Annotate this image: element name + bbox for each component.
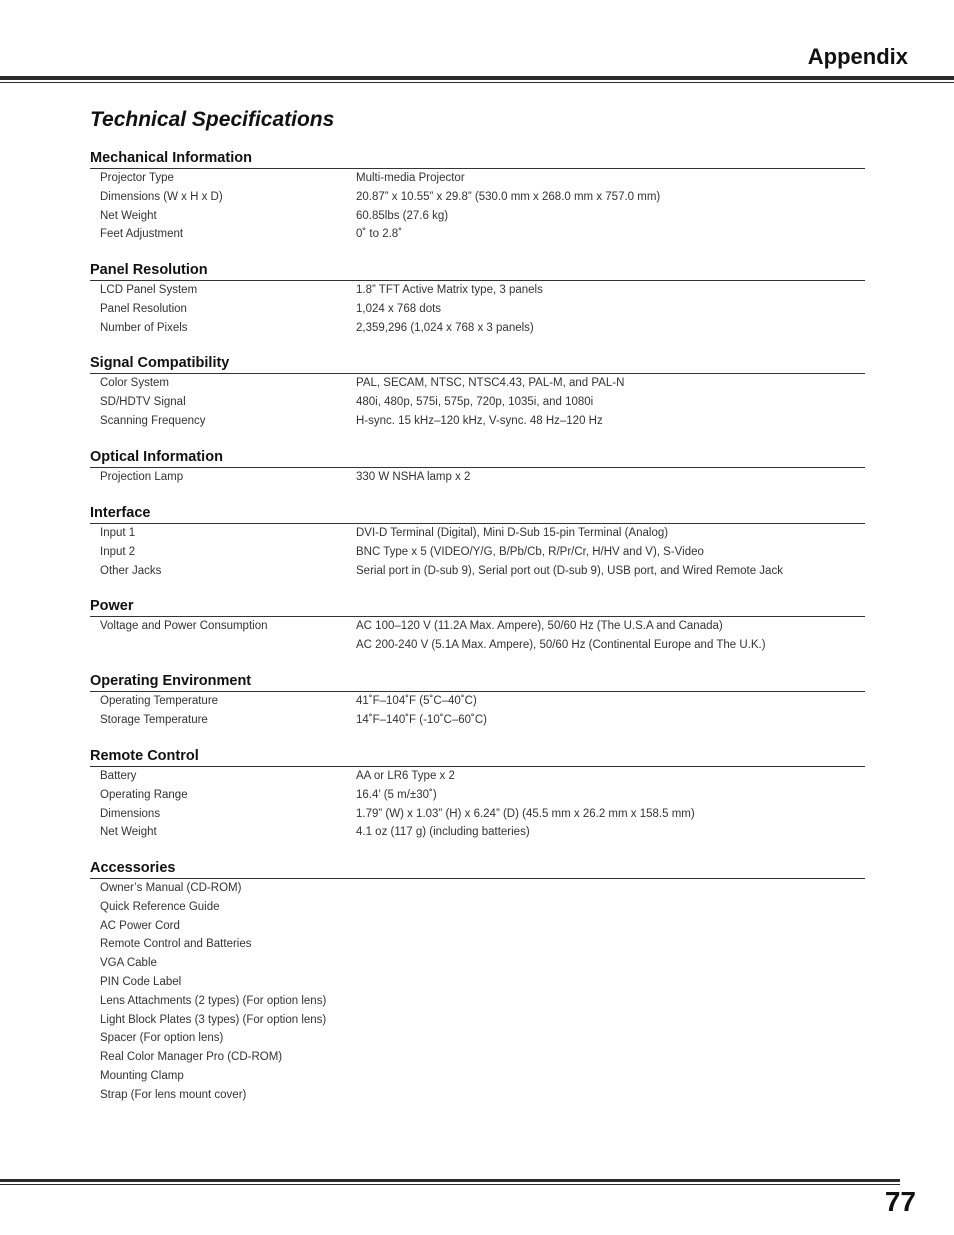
spec-row xyxy=(90,879,865,898)
spec-row xyxy=(90,992,865,1011)
spec-label: Voltage and Power Consumption xyxy=(100,620,268,632)
spec-value: 2,359,296 (1,024 x 768 x 3 panels) xyxy=(356,321,534,334)
spec-row xyxy=(90,468,865,487)
spec-value: 16.4’ (5 m/±30˚) xyxy=(356,788,437,801)
spec-label: Projector Type xyxy=(100,172,174,184)
section-title: Panel Resolution xyxy=(90,260,865,281)
spec-label: Input 1 xyxy=(100,527,136,539)
spec-label: SD/HDTV Signal xyxy=(100,395,186,408)
spec-row xyxy=(90,281,865,300)
spec-row xyxy=(90,524,865,543)
spec-section xyxy=(90,671,865,730)
spec-row xyxy=(90,917,865,936)
spec-value: 20.87” x 10.55” x 29.8” (530.0 mm x 268.0 mm x 757.0 mm) xyxy=(356,190,661,203)
spec-label: Mounting Clamp xyxy=(100,1069,184,1082)
footer-rule-thick xyxy=(0,1179,900,1182)
spec-row xyxy=(90,543,865,562)
spec-value: 1,024 x 768 dots xyxy=(356,302,442,315)
section-title: Operating Environment xyxy=(90,671,865,692)
spec-label: Net Weight xyxy=(100,826,157,839)
spec-section xyxy=(90,148,865,244)
spec-value: 1.8” TFT Active Matrix type, 3 panels xyxy=(356,284,543,296)
spec-value: 60.85lbs (27.6 kg) xyxy=(356,209,449,222)
spec-label: Remote Control and Batteries xyxy=(100,938,252,951)
spec-row xyxy=(90,562,865,581)
spec-value: AC 100–120 V (11.2A Max. Ampere), 50/60 Hz (The U.S.A and Canada) xyxy=(356,620,723,632)
spec-label: Operating Range xyxy=(100,788,188,801)
spec-section xyxy=(90,858,865,1105)
spec-section xyxy=(90,596,865,655)
spec-label: Owner’s Manual (CD-ROM) xyxy=(100,882,242,894)
spec-label: Number of Pixels xyxy=(100,321,188,334)
spec-label: Other Jacks xyxy=(100,564,162,577)
spec-row xyxy=(90,1086,865,1105)
spec-label: LCD Panel System xyxy=(100,284,198,296)
spec-label: Lens Attachments (2 types) (For option lens) xyxy=(100,994,327,1007)
spec-row xyxy=(90,319,865,338)
header-rule-thick xyxy=(0,76,954,80)
spec-row xyxy=(90,412,865,431)
spec-row xyxy=(90,374,865,393)
spec-label: Storage Temperature xyxy=(100,713,208,726)
spec-row xyxy=(90,393,865,412)
spec-label: VGA Cable xyxy=(100,957,157,970)
spec-label: Panel Resolution xyxy=(100,302,187,315)
section-title: Accessories xyxy=(90,858,865,879)
spec-row xyxy=(90,692,865,711)
header-rule-thin xyxy=(0,82,954,83)
spec-row xyxy=(90,786,865,805)
page-title: Technical Specifications xyxy=(90,108,335,131)
spec-label: Quick Reference Guide xyxy=(100,900,220,913)
spec-value: AC 200-240 V (5.1A Max. Ampere), 50/60 Hz (Continental Europe and The U.K.) xyxy=(356,638,766,651)
footer-rule-thin xyxy=(0,1184,900,1185)
spec-value: PAL, SECAM, NTSC, NTSC4.43, PAL-M, and PAL-N xyxy=(356,377,625,389)
spec-row xyxy=(90,225,865,244)
spec-row xyxy=(90,207,865,226)
spec-value: AA or LR6 Type x 2 xyxy=(356,770,455,782)
spec-value: 0˚ to 2.8˚ xyxy=(356,228,403,241)
spec-row xyxy=(90,617,865,636)
spec-row xyxy=(90,1011,865,1030)
spec-row xyxy=(90,1067,865,1086)
spec-row xyxy=(90,954,865,973)
spec-label: Light Block Plates (3 types) (For option lens) xyxy=(100,1013,327,1026)
spec-value: H-sync. 15 kHz–120 kHz, V-sync. 48 Hz–120 Hz xyxy=(356,414,603,427)
spec-value: DVI-D Terminal (Digital), Mini D-Sub 15-pin Terminal (Analog) xyxy=(356,527,669,539)
spec-section xyxy=(90,447,865,487)
spec-label: PIN Code Label xyxy=(100,975,182,988)
section-title: Power xyxy=(90,596,865,617)
spec-row xyxy=(90,973,865,992)
spec-label: Scanning Frequency xyxy=(100,414,206,427)
spec-section xyxy=(90,260,865,337)
spec-value: 14˚F–140˚F (-10˚C–60˚C) xyxy=(356,713,488,726)
spec-label: AC Power Cord xyxy=(100,919,180,932)
spec-label: Dimensions (W x H x D) xyxy=(100,190,223,203)
spec-label: Battery xyxy=(100,770,137,782)
spec-row xyxy=(90,636,865,655)
spec-label: Color System xyxy=(100,377,170,389)
spec-label: Operating Temperature xyxy=(100,695,219,707)
spec-section xyxy=(90,503,865,580)
spec-value: Multi-media Projector xyxy=(356,172,465,184)
spec-row xyxy=(90,1029,865,1048)
spec-row xyxy=(90,935,865,954)
spec-section xyxy=(90,746,865,842)
section-title: Remote Control xyxy=(90,746,865,767)
spec-label: Real Color Manager Pro (CD-ROM) xyxy=(100,1051,283,1064)
spec-value: 480i, 480p, 575i, 575p, 720p, 1035i, and 1080i xyxy=(356,395,594,408)
spec-label: Feet Adjustment xyxy=(100,228,184,241)
section-title: Signal Compatibility xyxy=(90,353,865,374)
section-title: Optical Information xyxy=(90,447,865,468)
spec-value: 1.79” (W) x 1.03” (H) x 6.24” (D) (45.5 mm x 26.2 mm x 158.5 mm) xyxy=(356,807,695,820)
spec-label: Spacer (For option lens) xyxy=(100,1032,224,1045)
spec-value: 4.1 oz (117 g) (including batteries) xyxy=(356,826,530,839)
spec-label: Projection Lamp xyxy=(100,471,184,483)
section-title: Mechanical Information xyxy=(90,148,865,169)
spec-row xyxy=(90,898,865,917)
spec-row xyxy=(90,188,865,207)
section-header-title: Appendix xyxy=(807,44,908,69)
spec-row xyxy=(90,767,865,786)
spec-section xyxy=(90,353,865,430)
spec-row xyxy=(90,711,865,730)
section-title: Interface xyxy=(90,503,865,524)
spec-row xyxy=(90,300,865,319)
spec-label: Input 2 xyxy=(100,545,136,558)
spec-value: 330 W NSHA lamp x 2 xyxy=(356,471,471,483)
spec-value: Serial port in (D-sub 9), Serial port out (D-sub 9), USB port, and Wired Remote Jack xyxy=(356,564,783,577)
spec-row xyxy=(90,1048,865,1067)
spec-row xyxy=(90,823,865,842)
spec-value: BNC Type x 5 (VIDEO/Y/G, B/Pb/Cb, R/Pr/Cr, H/HV and V), S-Video xyxy=(356,545,704,558)
spec-row xyxy=(90,169,865,188)
spec-label: Net Weight xyxy=(100,209,157,222)
spec-value: 41˚F–104˚F (5˚C–40˚C) xyxy=(356,695,477,707)
spec-row xyxy=(90,805,865,824)
spec-label: Dimensions xyxy=(100,807,161,820)
page-number: 77 xyxy=(884,1186,916,1217)
spec-label: Strap (For lens mount cover) xyxy=(100,1088,247,1101)
